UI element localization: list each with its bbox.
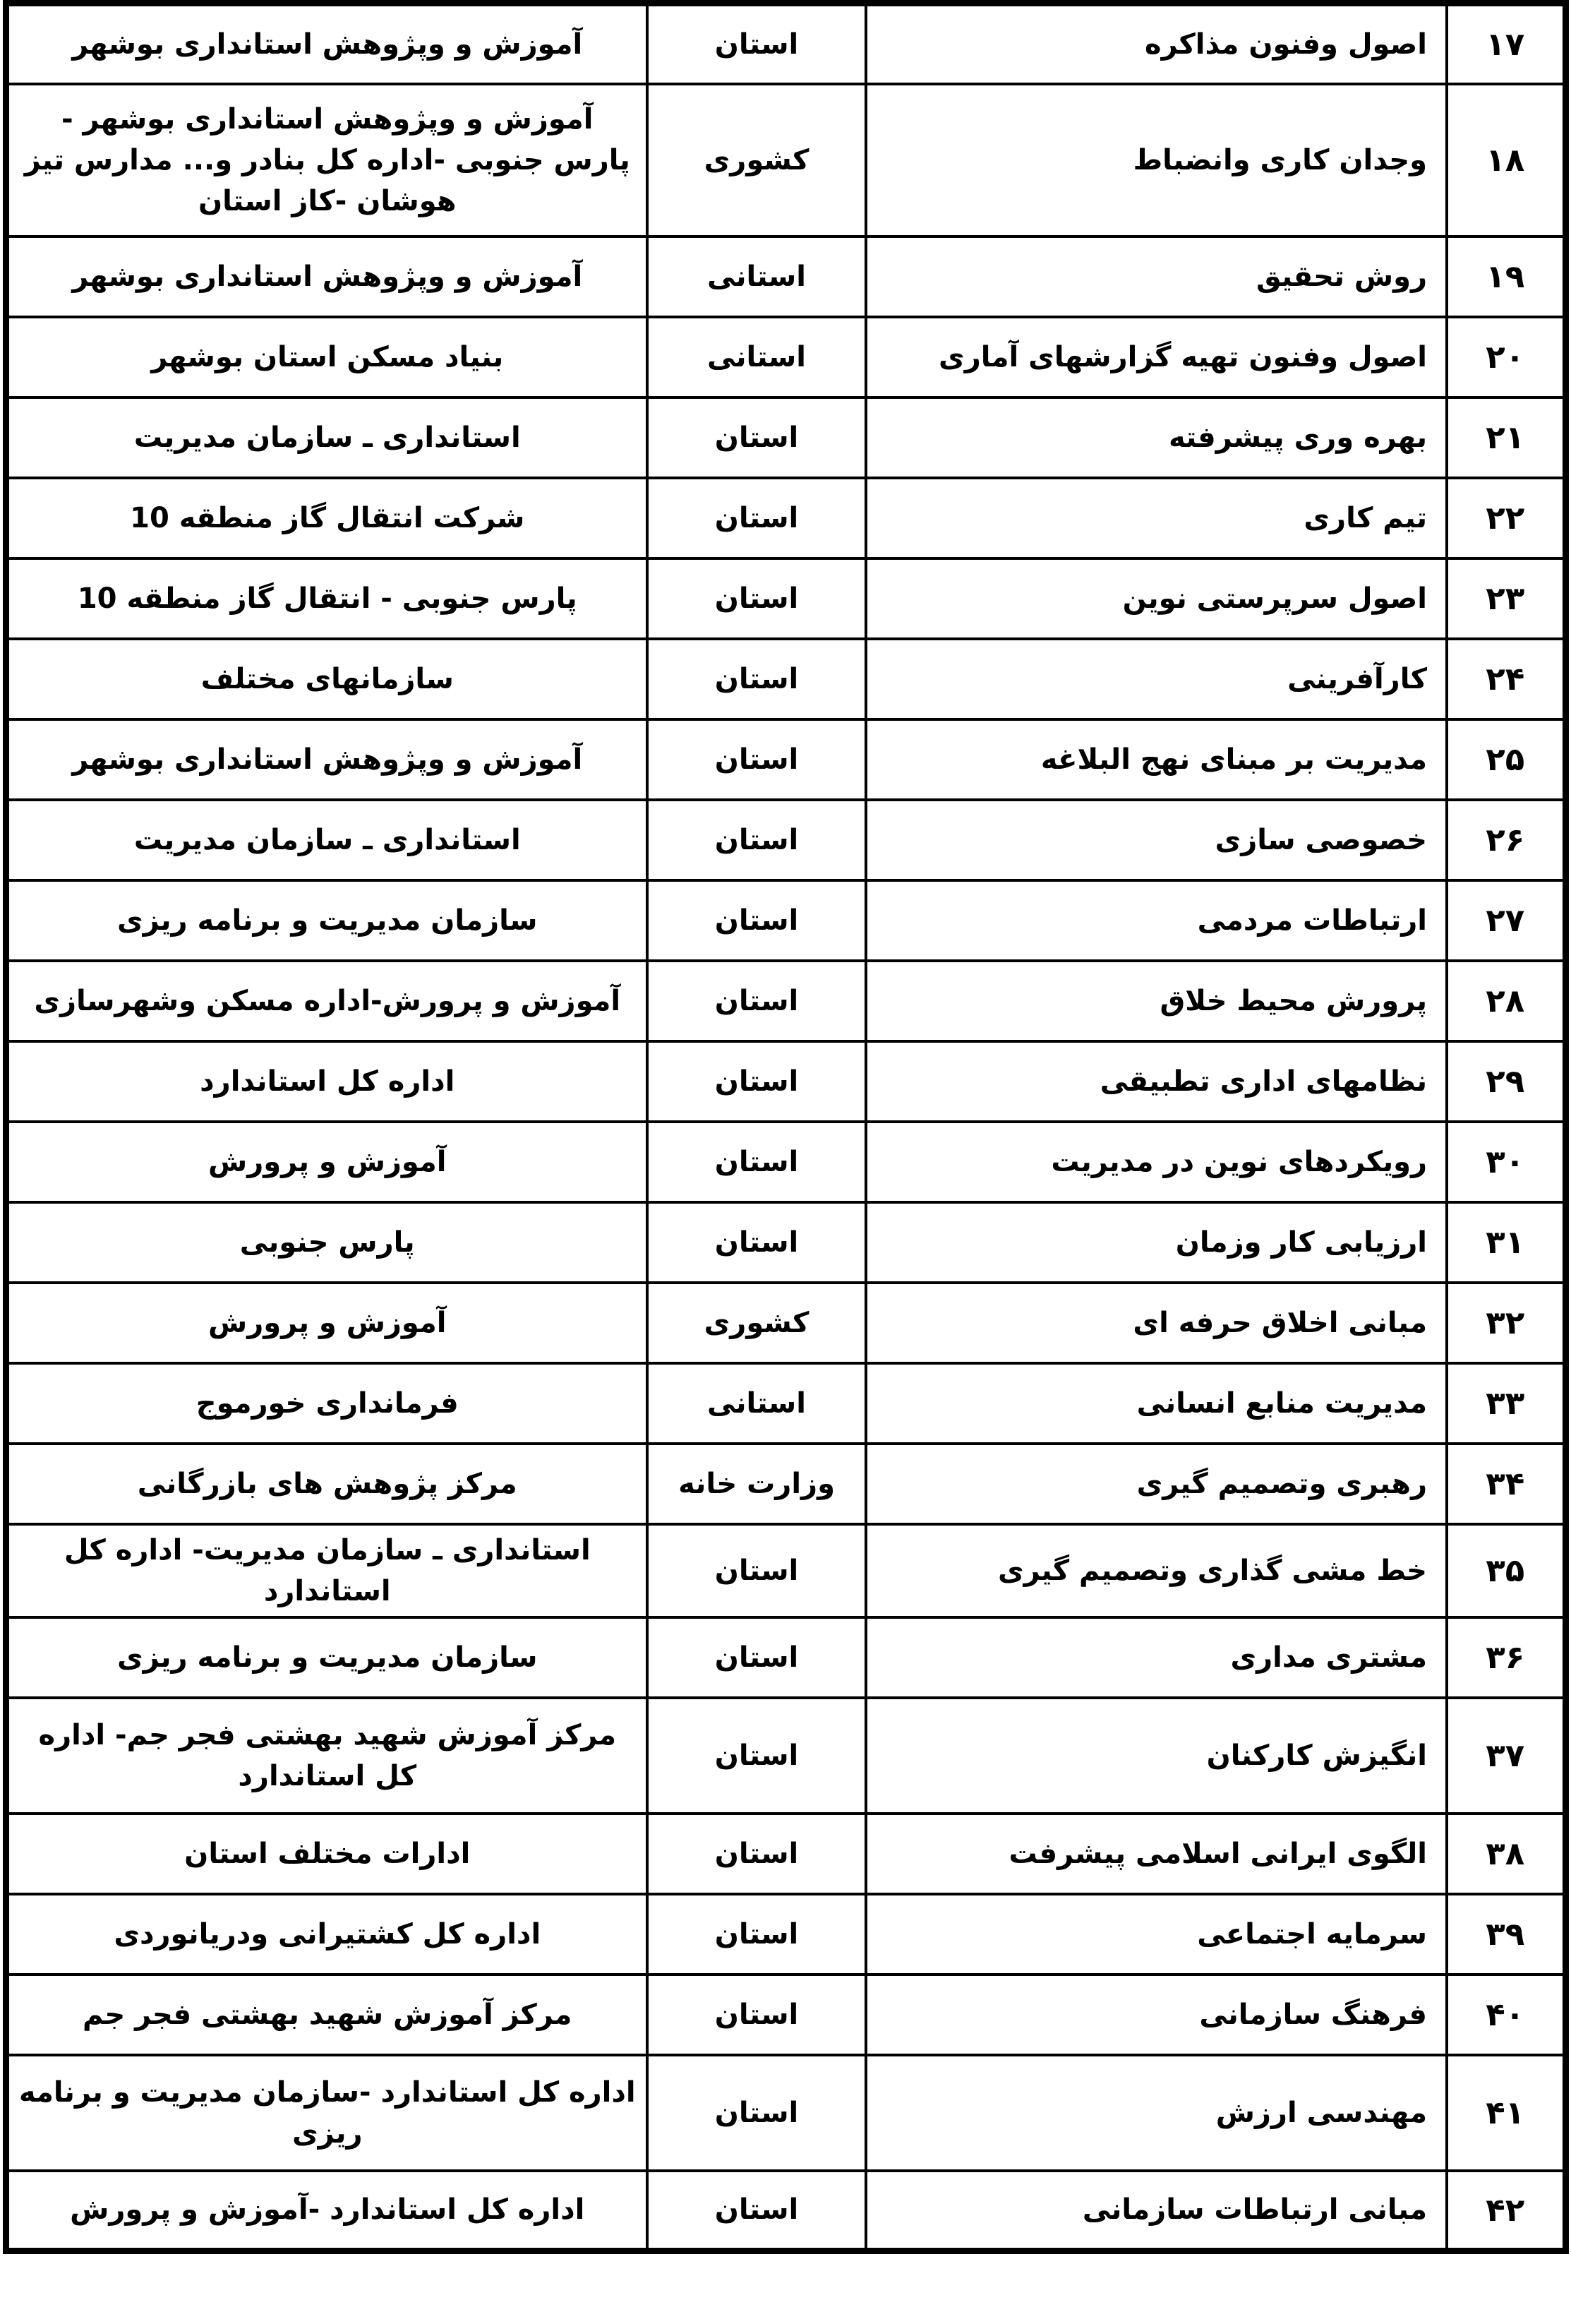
course-title-cell: اصول وفنون تهیه گزارشهای آماری <box>866 317 1447 397</box>
row-number-cell: ۳۱ <box>1447 1202 1565 1283</box>
organization-cell: استانداری ـ سازمان مدیریت <box>6 800 647 880</box>
row-number-cell: ۳۳ <box>1447 1363 1565 1444</box>
scope-cell: استان <box>647 478 866 558</box>
table-row <box>6 1202 1565 1283</box>
row-number-cell: ۲۸ <box>1447 961 1565 1041</box>
organization-cell: اداره کل کشتیرانی ودریانوردی <box>6 1894 647 1975</box>
scope-cell: استان <box>647 961 866 1041</box>
row-number-cell: ۲۱ <box>1447 397 1565 478</box>
scope-cell: استانی <box>647 1363 866 1444</box>
course-title-cell: کارآفرینی <box>866 639 1447 719</box>
course-title-cell: الگوی ایرانی اسلامی پیشرفت <box>866 1814 1447 1894</box>
scope-cell: استان <box>647 1202 866 1283</box>
row-number-cell: ۳۴ <box>1447 1444 1565 1524</box>
organization-cell: اداره کل استاندارد -سازمان مدیریت و برنامه ریزی <box>6 2055 647 2171</box>
scope-cell: استان <box>647 639 866 719</box>
scope-cell: استان <box>647 1894 866 1975</box>
table-row <box>6 719 1565 800</box>
table-row <box>6 317 1565 397</box>
table-row <box>6 1698 1565 1814</box>
table-row <box>6 4 1565 84</box>
table-row <box>6 2055 1565 2171</box>
organization-cell: آموزش و وپژوهش استانداری بوشهر - پارس جنوبی -اداره کل بنادر و... مدارس تیز هوشان -کاز استان <box>6 84 647 236</box>
organization-cell: استانداری ـ سازمان مدیریت <box>6 397 647 478</box>
course-title-cell: رویکردهای نوین در مدیریت <box>866 1122 1447 1202</box>
scope-cell: استان <box>647 2171 866 2251</box>
row-number-cell: ۲۴ <box>1447 639 1565 719</box>
table-row <box>6 1975 1565 2055</box>
table-row <box>6 84 1565 236</box>
row-number-cell: ۳۲ <box>1447 1283 1565 1363</box>
course-title-cell: نظامهای اداری تطبیقی <box>866 1041 1447 1122</box>
row-number-cell: ۲۲ <box>1447 478 1565 558</box>
course-title-cell: مشتری مداری <box>866 1617 1447 1698</box>
scope-cell: استان <box>647 800 866 880</box>
course-title-cell: خط مشی گذاری وتصمیم گیری <box>866 1524 1447 1617</box>
course-title-cell: سرمایه اجتماعی <box>866 1894 1447 1975</box>
course-title-cell: خصوصی سازی <box>866 800 1447 880</box>
scope-cell: وزارت خانه <box>647 1444 866 1524</box>
training-courses-table <box>3 0 1569 2254</box>
row-number-cell: ۲۹ <box>1447 1041 1565 1122</box>
course-title-cell: مهندسی ارزش <box>866 2055 1447 2171</box>
row-number-cell: ۲۶ <box>1447 800 1565 880</box>
course-title-cell: وجدان کاری وانضباط <box>866 84 1447 236</box>
organization-cell: ادارات مختلف استان <box>6 1814 647 1894</box>
course-title-cell: ارزیابی کار وزمان <box>866 1202 1447 1283</box>
table-row <box>6 1617 1565 1698</box>
scope-cell: استان <box>647 1814 866 1894</box>
course-title-cell: مبانی ارتباطات سازمانی <box>866 2171 1447 2251</box>
row-number-cell: ۳۶ <box>1447 1617 1565 1698</box>
organization-cell: آموزش و پرورش <box>6 1283 647 1363</box>
organization-cell: شرکت انتقال گاز منطقه 10 <box>6 478 647 558</box>
organization-cell: آموزش و وپژوهش استانداری بوشهر <box>6 4 647 84</box>
table-row <box>6 1283 1565 1363</box>
row-number-cell: ۲۰ <box>1447 317 1565 397</box>
course-title-cell: بهره وری پیشرفته <box>866 397 1447 478</box>
row-number-cell: ۲۵ <box>1447 719 1565 800</box>
table-row <box>6 961 1565 1041</box>
scope-cell: کشوری <box>647 1283 866 1363</box>
organization-cell: اداره کل استاندارد -آموزش و پرورش <box>6 2171 647 2251</box>
scope-cell: استان <box>647 1524 866 1617</box>
course-title-cell: رهبری وتصمیم گیری <box>866 1444 1447 1524</box>
table-row <box>6 236 1565 317</box>
organization-cell: سازمانهای مختلف <box>6 639 647 719</box>
organization-cell: آموزش و پرورش-اداره مسکن وشهرسازی <box>6 961 647 1041</box>
row-number-cell: ۱۸ <box>1447 84 1565 236</box>
row-number-cell: ۳۷ <box>1447 1698 1565 1814</box>
scope-cell: استانی <box>647 236 866 317</box>
table-row <box>6 1444 1565 1524</box>
table-row <box>6 880 1565 961</box>
course-title-cell: مدیریت منابع انسانی <box>866 1363 1447 1444</box>
row-number-cell: ۲۳ <box>1447 558 1565 639</box>
row-number-cell: ۲۷ <box>1447 880 1565 961</box>
course-title-cell: اصول سرپرستی نوین <box>866 558 1447 639</box>
scope-cell: استان <box>647 719 866 800</box>
scope-cell: استان <box>647 2055 866 2171</box>
table-row <box>6 397 1565 478</box>
row-number-cell: ۳۹ <box>1447 1894 1565 1975</box>
organization-cell: سازمان مدیریت و برنامه ریزی <box>6 1617 647 1698</box>
scope-cell: استان <box>647 1975 866 2055</box>
courses-table-body <box>6 4 1565 2251</box>
table-row <box>6 1122 1565 1202</box>
table-row <box>6 1894 1565 1975</box>
course-title-cell: فرهنگ سازمانی <box>866 1975 1447 2055</box>
table-row <box>6 1041 1565 1122</box>
row-number-cell: ۴۰ <box>1447 1975 1565 2055</box>
course-title-cell: تیم کاری <box>866 478 1447 558</box>
scope-cell: کشوری <box>647 84 866 236</box>
row-number-cell: ۱۹ <box>1447 236 1565 317</box>
organization-cell: بنیاد مسکن استان بوشهر <box>6 317 647 397</box>
table-row <box>6 800 1565 880</box>
course-title-cell: مبانی اخلاق حرفه ای <box>866 1283 1447 1363</box>
table-row <box>6 478 1565 558</box>
table-row <box>6 1814 1565 1894</box>
scope-cell: استان <box>647 397 866 478</box>
scope-cell: استان <box>647 1122 866 1202</box>
row-number-cell: ۳۵ <box>1447 1524 1565 1617</box>
scope-cell: استان <box>647 880 866 961</box>
table-row <box>6 1524 1565 1617</box>
scope-cell: استان <box>647 1698 866 1814</box>
organization-cell: مرکز آموزش شهید بهشتی فجر جم <box>6 1975 647 2055</box>
course-title-cell: مدیریت بر مبنای نهج البلاغه <box>866 719 1447 800</box>
organization-cell: اداره کل استاندارد <box>6 1041 647 1122</box>
organization-cell: استانداری ـ سازمان مدیریت- اداره کل استاندارد <box>6 1524 647 1617</box>
scope-cell: استان <box>647 4 866 84</box>
row-number-cell: ۴۲ <box>1447 2171 1565 2251</box>
table-row <box>6 639 1565 719</box>
organization-cell: آموزش و وپژوهش استانداری بوشهر <box>6 236 647 317</box>
organization-cell: آموزش و پرورش <box>6 1122 647 1202</box>
table-row <box>6 1363 1565 1444</box>
organization-cell: فرمانداری خورموج <box>6 1363 647 1444</box>
table-row <box>6 558 1565 639</box>
organization-cell: مرکز پژوهش های بازرگانی <box>6 1444 647 1524</box>
course-title-cell: ارتباطات مردمی <box>866 880 1447 961</box>
row-number-cell: ۳۸ <box>1447 1814 1565 1894</box>
organization-cell: پارس جنوبی <box>6 1202 647 1283</box>
course-title-cell: اصول وفنون مذاکره <box>866 4 1447 84</box>
organization-cell: آموزش و وپژوهش استانداری بوشهر <box>6 719 647 800</box>
row-number-cell: ۴۱ <box>1447 2055 1565 2171</box>
organization-cell: مرکز آموزش شهید بهشتی فجر جم- اداره کل استاندارد <box>6 1698 647 1814</box>
scope-cell: استان <box>647 1617 866 1698</box>
scope-cell: استانی <box>647 317 866 397</box>
course-title-cell: انگیزش کارکنان <box>866 1698 1447 1814</box>
scope-cell: استان <box>647 1041 866 1122</box>
organization-cell: سازمان مدیریت و برنامه ریزی <box>6 880 647 961</box>
row-number-cell: ۱۷ <box>1447 4 1565 84</box>
row-number-cell: ۳۰ <box>1447 1122 1565 1202</box>
course-title-cell: پرورش محیط خلاق <box>866 961 1447 1041</box>
table-row <box>6 2171 1565 2251</box>
scope-cell: استان <box>647 558 866 639</box>
organization-cell: پارس جنوبی - انتقال گاز منطقه 10 <box>6 558 647 639</box>
course-title-cell: روش تحقیق <box>866 236 1447 317</box>
